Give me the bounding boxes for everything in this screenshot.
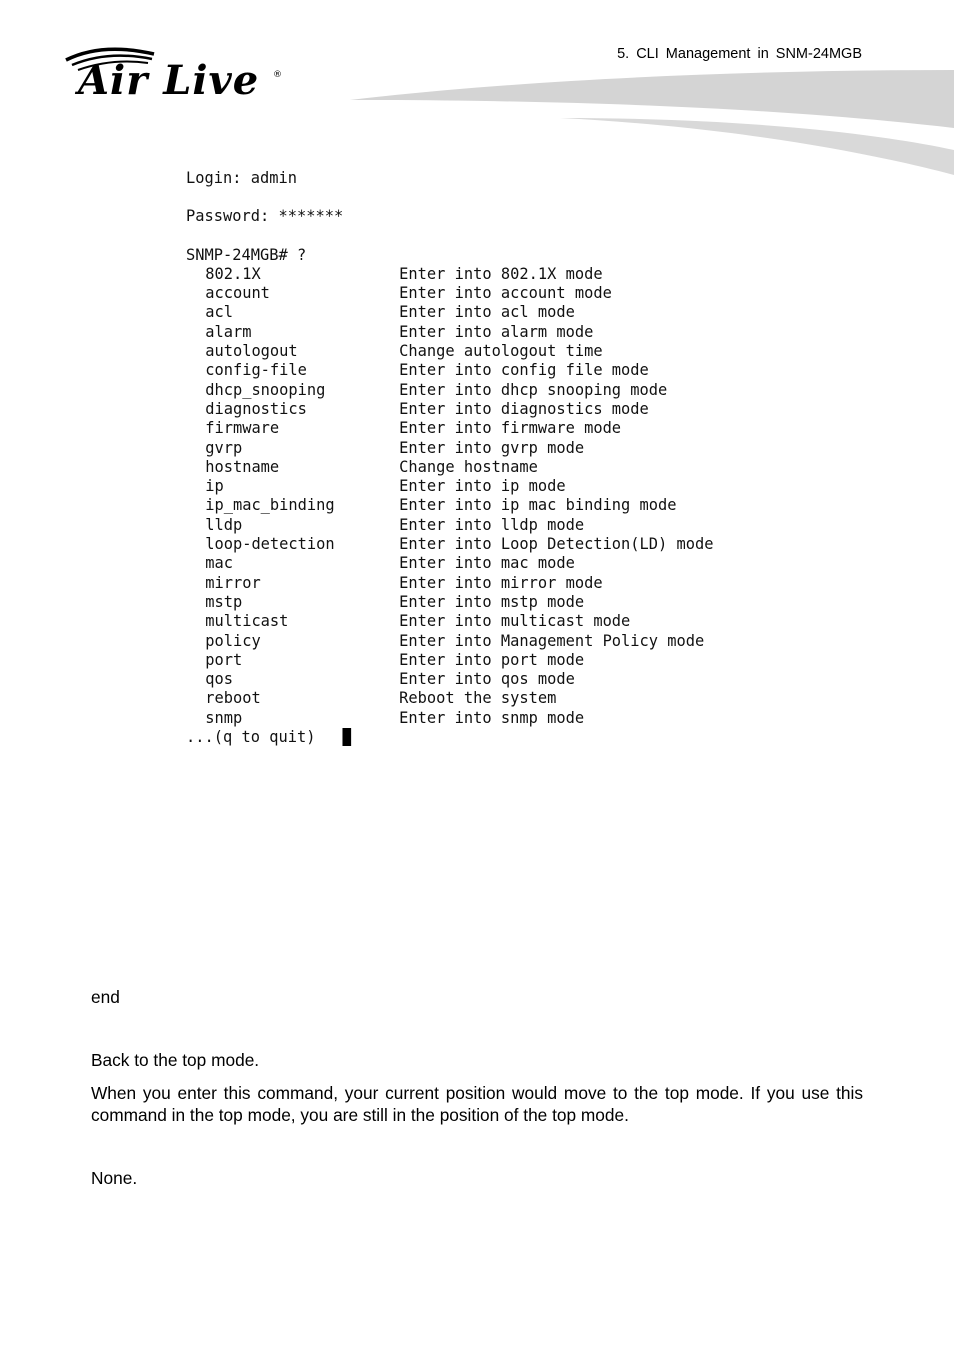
command-row [186,302,575,322]
command-description: Reboot the system [399,688,557,708]
command-name: end [91,987,120,1007]
cli-terminal [186,168,714,747]
command-name: hostname [205,456,280,476]
command-row [186,630,705,650]
command-name: port [205,649,243,669]
command-description: Enter into ip mac binding mode [399,495,677,515]
command-row [186,534,714,554]
command-name: alarm [205,321,252,341]
command-name: acl [205,302,233,322]
command-description: Enter into config file mode [399,360,649,380]
command-row [186,398,649,418]
command-name: qos [205,669,233,689]
command-description: Enter into Loop Detection(LD) mode [399,534,714,554]
command-description: Enter into diagnostics mode [399,398,649,418]
command-row [186,437,585,457]
command-row [186,321,594,341]
registered-mark: ® [273,70,282,80]
login-line: Login: admin [186,168,297,187]
command-description: Enter into firmware mode [399,418,622,438]
command-name: ip [205,476,224,496]
command-row [186,514,585,534]
command-description: When you enter this command, your current position would move to the top mode. If you use this command in the top mode, you are still in the position of the top mode. [91,1083,863,1125]
more-prompt: ...(q to quit) [186,727,316,747]
command-description: Enter into multicast mode [399,611,631,631]
command-row [186,456,538,476]
command-description: Enter into lldp mode [399,514,585,534]
command-summary: Back to the top mode. [91,1050,260,1070]
command-name: config-file [205,360,307,380]
command-name: snmp [205,707,243,727]
command-description: Change autologout time [399,341,603,361]
command-description: Enter into alarm mode [399,321,594,341]
command-description: Enter into 802.1X mode [399,263,603,283]
command-description: Enter into ip mode [399,476,566,496]
command-description: Enter into qos mode [399,669,575,689]
command-description: Enter into dhcp snooping mode [399,379,668,399]
cursor-icon [342,728,351,746]
command-description: Enter into acl mode [399,302,575,322]
command-row [186,379,668,399]
command-description: Enter into account mode [399,283,612,303]
command-name: ip_mac_binding [205,495,335,515]
command-name: loop-detection [205,534,335,554]
command-row [186,611,631,631]
command-name: autologout [205,341,298,361]
more-prompt-line [186,727,351,746]
brand-name: Air Live [78,57,260,104]
command-row [186,707,585,727]
command-none: None. [91,1168,138,1188]
command-row [186,591,585,611]
command-row [186,341,603,361]
command-description: Enter into gvrp mode [399,437,585,457]
command-name: gvrp [205,437,243,457]
command-name: mstp [205,591,243,611]
prompt-line: SNMP-24MGB# ? [186,244,307,264]
command-row [186,649,585,669]
command-name: firmware [205,418,280,438]
command-row [186,688,557,708]
command-description: Enter into port mode [399,649,585,669]
command-name: diagnostics [205,398,307,418]
command-name: dhcp_snooping [205,379,326,399]
command-description: Enter into Management Policy mode [399,630,705,650]
command-description: Enter into snmp mode [399,707,585,727]
command-row [186,495,677,515]
password-line: Password: ******* [186,206,344,226]
command-row [186,263,603,283]
command-name: lldp [205,514,243,534]
command-description: Enter into mirror mode [399,572,603,592]
chapter-title: 5. CLI Management in SNM-24MGB [617,46,862,62]
command-row [186,553,575,573]
command-name: mirror [205,572,261,592]
command-description: Enter into mstp mode [399,591,585,611]
header-swoosh [0,0,954,180]
command-row [186,360,649,380]
command-name: policy [205,630,261,650]
command-name: reboot [205,688,261,708]
command-list [186,263,714,727]
command-row [186,418,622,438]
command-row [186,283,612,303]
command-description: Enter into mac mode [399,553,575,573]
command-name: 802.1X [205,263,261,283]
command-row [186,572,603,592]
command-row [186,476,566,496]
command-name: account [205,283,270,303]
command-name: multicast [205,611,289,631]
command-name: mac [205,553,233,573]
command-description: Change hostname [399,456,538,476]
command-row [186,669,575,689]
